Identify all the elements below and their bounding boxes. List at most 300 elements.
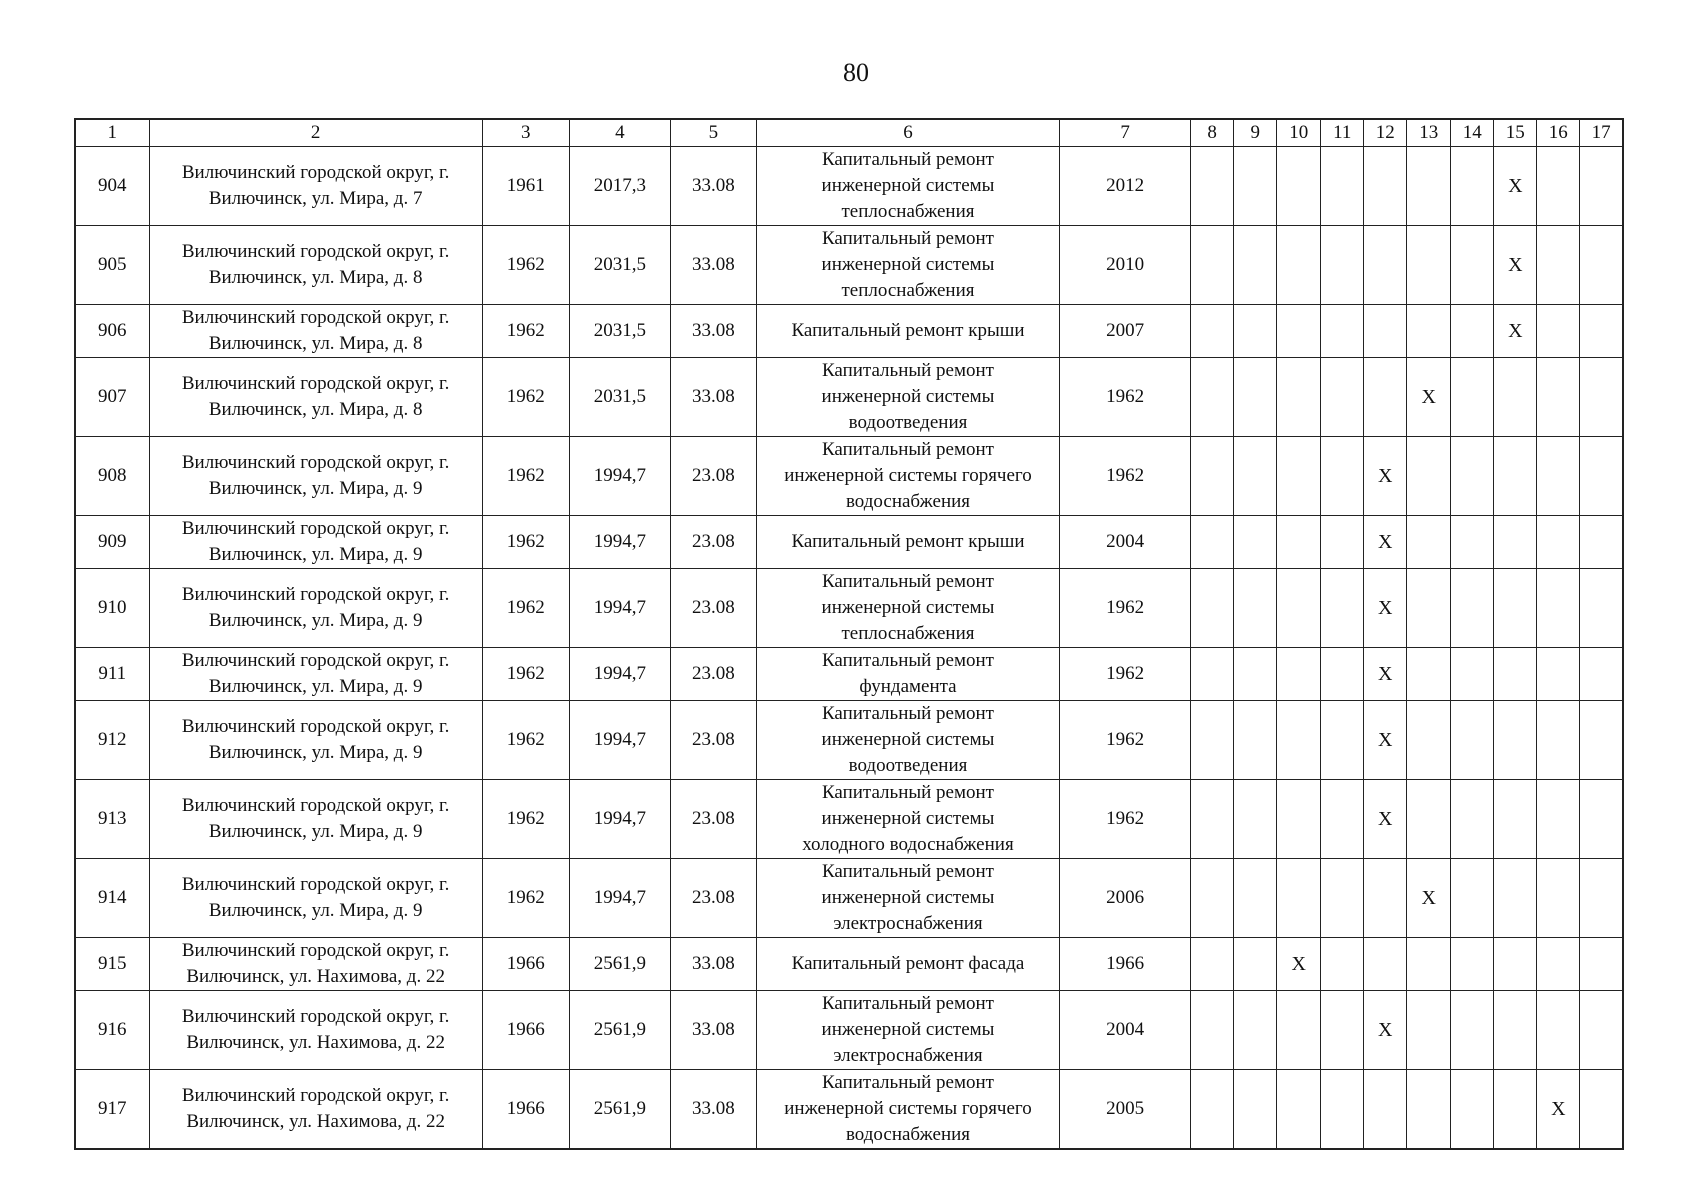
mark-cell-col-9 bbox=[1234, 701, 1277, 780]
work-type-line: Капитальный ремонт bbox=[821, 861, 994, 882]
column-header: 12 bbox=[1364, 119, 1407, 147]
mark-cell-col-8 bbox=[1191, 516, 1234, 569]
column-header: 13 bbox=[1407, 119, 1451, 147]
wear-cell: 23.08 bbox=[670, 780, 756, 859]
column-header: 3 bbox=[482, 119, 569, 147]
mark-cell-col-10 bbox=[1277, 516, 1321, 569]
mark-cell-col-17 bbox=[1580, 437, 1623, 516]
year-built-cell: 1962 bbox=[482, 358, 569, 437]
year-built-cell: 1962 bbox=[482, 780, 569, 859]
mark-cell-col-17 bbox=[1580, 1070, 1623, 1150]
table-row bbox=[75, 516, 1623, 569]
mark-cell-col-17 bbox=[1580, 780, 1623, 859]
mark-cell-col-13 bbox=[1407, 437, 1451, 516]
mark-cell-col-15 bbox=[1494, 648, 1537, 701]
column-header: 8 bbox=[1191, 119, 1234, 147]
mark-cell-col-15 bbox=[1494, 569, 1537, 648]
work-type-cell bbox=[756, 701, 1059, 780]
mark-cell-col-14 bbox=[1451, 226, 1494, 305]
mark-cell-col-13 bbox=[1407, 780, 1451, 859]
mark-cell-col-8 bbox=[1191, 991, 1234, 1070]
table-row bbox=[75, 226, 1623, 305]
mark-cell-col-14 bbox=[1451, 147, 1494, 226]
table-row bbox=[75, 358, 1623, 437]
work-type-line: Капитальный ремонт bbox=[821, 571, 994, 592]
address-line: Вилючинский городской округ, г. bbox=[181, 1085, 450, 1106]
mark-cell-col-15 bbox=[1494, 1070, 1537, 1150]
work-type-line: электроснабжения bbox=[833, 913, 983, 934]
row-number-cell: 917 bbox=[75, 1070, 149, 1150]
mark-cell-col-9 bbox=[1234, 859, 1277, 938]
work-type-line: водоотведения bbox=[848, 755, 968, 776]
mark-cell-col-16 bbox=[1537, 701, 1580, 780]
address-cell bbox=[149, 859, 482, 938]
wear-cell: 23.08 bbox=[670, 569, 756, 648]
work-type-cell bbox=[756, 437, 1059, 516]
mark-cell-col-12: X bbox=[1364, 516, 1407, 569]
address-cell bbox=[149, 147, 482, 226]
work-type-line: Капитальный ремонт фасада bbox=[791, 953, 1025, 974]
year-built-cell: 1962 bbox=[482, 516, 569, 569]
mark-cell-col-9 bbox=[1234, 648, 1277, 701]
column-header: 15 bbox=[1494, 119, 1537, 147]
column-header: 14 bbox=[1451, 119, 1494, 147]
mark-cell-col-11 bbox=[1321, 147, 1364, 226]
year-built-cell: 1962 bbox=[482, 648, 569, 701]
mark-cell-col-16 bbox=[1537, 569, 1580, 648]
area-cell: 1994,7 bbox=[569, 437, 670, 516]
table-row bbox=[75, 147, 1623, 226]
row-number-cell: 915 bbox=[75, 938, 149, 991]
area-cell: 2561,9 bbox=[569, 991, 670, 1070]
last-repair-year-cell: 1962 bbox=[1060, 648, 1191, 701]
mark-cell-col-14 bbox=[1451, 780, 1494, 859]
mark-cell-col-9 bbox=[1234, 358, 1277, 437]
mark-cell-col-8 bbox=[1191, 648, 1234, 701]
address-line: Вилючинск, ул. Мира, д. 9 bbox=[208, 900, 423, 921]
mark-cell-col-10: X bbox=[1277, 938, 1321, 991]
work-type-cell bbox=[756, 859, 1059, 938]
mark-cell-col-14 bbox=[1451, 859, 1494, 938]
mark-cell-col-12 bbox=[1364, 147, 1407, 226]
mark-cell-col-11 bbox=[1321, 701, 1364, 780]
work-type-line: водоснабжения bbox=[845, 1124, 971, 1145]
work-type-line: инженерной системы горячего bbox=[784, 465, 1032, 486]
mark-cell-col-16 bbox=[1537, 358, 1580, 437]
year-built-cell: 1962 bbox=[482, 859, 569, 938]
mark-cell-col-9 bbox=[1234, 780, 1277, 859]
work-type-cell bbox=[756, 147, 1059, 226]
mark-cell-col-9 bbox=[1234, 147, 1277, 226]
mark-cell-col-10 bbox=[1277, 701, 1321, 780]
column-header: 2 bbox=[149, 119, 482, 147]
mark-cell-col-8 bbox=[1191, 305, 1234, 358]
row-number-cell: 916 bbox=[75, 991, 149, 1070]
work-type-cell bbox=[756, 648, 1059, 701]
table-body bbox=[75, 147, 1623, 1150]
mark-cell-col-9 bbox=[1234, 991, 1277, 1070]
work-type-cell bbox=[756, 938, 1059, 991]
work-type-line: Капитальный ремонт bbox=[821, 993, 994, 1014]
mark-cell-col-11 bbox=[1321, 780, 1364, 859]
row-number-cell: 911 bbox=[75, 648, 149, 701]
table-row bbox=[75, 938, 1623, 991]
work-type-line: фундамента bbox=[859, 676, 957, 697]
work-type-line: инженерной системы bbox=[821, 175, 995, 196]
work-type-line: Капитальный ремонт bbox=[821, 782, 994, 803]
last-repair-year-cell: 1962 bbox=[1060, 358, 1191, 437]
area-cell: 2017,3 bbox=[569, 147, 670, 226]
address-cell bbox=[149, 938, 482, 991]
mark-cell-col-11 bbox=[1321, 437, 1364, 516]
mark-cell-col-10 bbox=[1277, 226, 1321, 305]
last-repair-year-cell: 1966 bbox=[1060, 938, 1191, 991]
address-line: Вилючинск, ул. Мира, д. 8 bbox=[208, 267, 423, 288]
mark-cell-col-12: X bbox=[1364, 569, 1407, 648]
work-type-line: Капитальный ремонт bbox=[821, 360, 994, 381]
work-type-cell bbox=[756, 516, 1059, 569]
mark-cell-col-9 bbox=[1234, 569, 1277, 648]
work-type-line: инженерной системы bbox=[821, 887, 995, 908]
mark-cell-col-15 bbox=[1494, 938, 1537, 991]
address-line: Вилючинский городской округ, г. bbox=[181, 716, 450, 737]
mark-cell-col-11 bbox=[1321, 991, 1364, 1070]
mark-cell-col-15: X bbox=[1494, 147, 1537, 226]
mark-cell-col-15 bbox=[1494, 701, 1537, 780]
mark-cell-col-14 bbox=[1451, 938, 1494, 991]
area-cell: 2031,5 bbox=[569, 226, 670, 305]
mark-cell-col-16 bbox=[1537, 648, 1580, 701]
last-repair-year-cell: 1962 bbox=[1060, 780, 1191, 859]
work-type-line: инженерной системы bbox=[821, 386, 995, 407]
mark-cell-col-10 bbox=[1277, 569, 1321, 648]
address-cell bbox=[149, 648, 482, 701]
mark-cell-col-14 bbox=[1451, 648, 1494, 701]
last-repair-year-cell: 2004 bbox=[1060, 516, 1191, 569]
mark-cell-col-8 bbox=[1191, 358, 1234, 437]
area-cell: 1994,7 bbox=[569, 701, 670, 780]
work-type-cell bbox=[756, 226, 1059, 305]
mark-cell-col-9 bbox=[1234, 516, 1277, 569]
mark-cell-col-17 bbox=[1580, 358, 1623, 437]
mark-cell-col-15: X bbox=[1494, 226, 1537, 305]
address-line: Вилючинск, ул. Нахимова, д. 22 bbox=[186, 1111, 445, 1132]
address-cell bbox=[149, 569, 482, 648]
table-row bbox=[75, 305, 1623, 358]
address-cell bbox=[149, 305, 482, 358]
last-repair-year-cell: 2005 bbox=[1060, 1070, 1191, 1150]
table-row bbox=[75, 859, 1623, 938]
column-number-row bbox=[75, 119, 1623, 147]
last-repair-year-cell: 1962 bbox=[1060, 437, 1191, 516]
mark-cell-col-17 bbox=[1580, 305, 1623, 358]
work-type-line: электроснабжения bbox=[833, 1045, 983, 1066]
mark-cell-col-16 bbox=[1537, 780, 1580, 859]
work-type-line: водоотведения bbox=[848, 412, 968, 433]
mark-cell-col-14 bbox=[1451, 1070, 1494, 1150]
row-number-cell: 906 bbox=[75, 305, 149, 358]
mark-cell-col-13 bbox=[1407, 516, 1451, 569]
address-cell bbox=[149, 991, 482, 1070]
mark-cell-col-15 bbox=[1494, 516, 1537, 569]
wear-cell: 33.08 bbox=[670, 147, 756, 226]
mark-cell-col-13 bbox=[1407, 226, 1451, 305]
mark-cell-col-12: X bbox=[1364, 991, 1407, 1070]
mark-cell-col-17 bbox=[1580, 648, 1623, 701]
address-line: Вилючинский городской округ, г. bbox=[181, 940, 450, 961]
area-cell: 2031,5 bbox=[569, 358, 670, 437]
mark-cell-col-11 bbox=[1321, 516, 1364, 569]
mark-cell-col-11 bbox=[1321, 569, 1364, 648]
address-line: Вилючинский городской округ, г. bbox=[181, 241, 450, 262]
mark-cell-col-13 bbox=[1407, 305, 1451, 358]
mark-cell-col-8 bbox=[1191, 147, 1234, 226]
work-type-line: инженерной системы bbox=[821, 597, 995, 618]
work-type-cell bbox=[756, 780, 1059, 859]
address-cell bbox=[149, 516, 482, 569]
mark-cell-col-13: X bbox=[1407, 859, 1451, 938]
address-line: Вилючинский городской округ, г. bbox=[181, 373, 450, 394]
wear-cell: 23.08 bbox=[670, 516, 756, 569]
work-type-cell bbox=[756, 358, 1059, 437]
last-repair-year-cell: 1962 bbox=[1060, 569, 1191, 648]
column-header: 4 bbox=[569, 119, 670, 147]
address-line: Вилючинский городской округ, г. bbox=[181, 518, 450, 539]
mark-cell-col-17 bbox=[1580, 226, 1623, 305]
mark-cell-col-14 bbox=[1451, 991, 1494, 1070]
mark-cell-col-10 bbox=[1277, 648, 1321, 701]
mark-cell-col-13 bbox=[1407, 701, 1451, 780]
mark-cell-col-13 bbox=[1407, 991, 1451, 1070]
mark-cell-col-13 bbox=[1407, 569, 1451, 648]
wear-cell: 23.08 bbox=[670, 648, 756, 701]
mark-cell-col-13 bbox=[1407, 147, 1451, 226]
last-repair-year-cell: 1962 bbox=[1060, 701, 1191, 780]
address-line: Вилючинск, ул. Мира, д. 9 bbox=[208, 742, 423, 763]
mark-cell-col-9 bbox=[1234, 938, 1277, 991]
area-cell: 1994,7 bbox=[569, 859, 670, 938]
mark-cell-col-10 bbox=[1277, 147, 1321, 226]
mark-cell-col-15 bbox=[1494, 859, 1537, 938]
work-type-line: инженерной системы bbox=[821, 1019, 995, 1040]
year-built-cell: 1966 bbox=[482, 1070, 569, 1150]
work-type-cell bbox=[756, 569, 1059, 648]
mark-cell-col-14 bbox=[1451, 569, 1494, 648]
work-type-line: инженерной системы bbox=[821, 729, 995, 750]
mark-cell-col-10 bbox=[1277, 780, 1321, 859]
mark-cell-col-12 bbox=[1364, 305, 1407, 358]
table-row bbox=[75, 701, 1623, 780]
mark-cell-col-13: X bbox=[1407, 358, 1451, 437]
row-number-cell: 908 bbox=[75, 437, 149, 516]
column-header: 6 bbox=[756, 119, 1059, 147]
year-built-cell: 1966 bbox=[482, 991, 569, 1070]
year-built-cell: 1962 bbox=[482, 569, 569, 648]
wear-cell: 33.08 bbox=[670, 305, 756, 358]
column-header: 9 bbox=[1234, 119, 1277, 147]
mark-cell-col-15: X bbox=[1494, 305, 1537, 358]
address-line: Вилючинск, ул. Нахимова, д. 22 bbox=[186, 966, 445, 987]
mark-cell-col-15 bbox=[1494, 437, 1537, 516]
wear-cell: 23.08 bbox=[670, 437, 756, 516]
mark-cell-col-12 bbox=[1364, 1070, 1407, 1150]
work-type-line: теплоснабжения bbox=[841, 623, 975, 644]
address-line: Вилючинск, ул. Мира, д. 7 bbox=[208, 188, 423, 209]
address-line: Вилючинск, ул. Мира, д. 9 bbox=[208, 610, 423, 631]
address-cell bbox=[149, 226, 482, 305]
mark-cell-col-8 bbox=[1191, 569, 1234, 648]
mark-cell-col-8 bbox=[1191, 938, 1234, 991]
mark-cell-col-12: X bbox=[1364, 780, 1407, 859]
address-line: Вилючинский городской округ, г. bbox=[181, 650, 450, 671]
work-type-line: Капитальный ремонт bbox=[821, 1072, 994, 1093]
area-cell: 1994,7 bbox=[569, 780, 670, 859]
mark-cell-col-10 bbox=[1277, 358, 1321, 437]
row-number-cell: 909 bbox=[75, 516, 149, 569]
address-cell bbox=[149, 780, 482, 859]
mark-cell-col-10 bbox=[1277, 437, 1321, 516]
mark-cell-col-8 bbox=[1191, 701, 1234, 780]
mark-cell-col-12 bbox=[1364, 938, 1407, 991]
address-line: Вилючинск, ул. Мира, д. 9 bbox=[208, 821, 423, 842]
row-number-cell: 912 bbox=[75, 701, 149, 780]
mark-cell-col-9 bbox=[1234, 226, 1277, 305]
mark-cell-col-15 bbox=[1494, 780, 1537, 859]
mark-cell-col-16: X bbox=[1537, 1070, 1580, 1150]
mark-cell-col-10 bbox=[1277, 1070, 1321, 1150]
address-line: Вилючинск, ул. Мира, д. 8 bbox=[208, 399, 423, 420]
mark-cell-col-16 bbox=[1537, 437, 1580, 516]
row-number-cell: 914 bbox=[75, 859, 149, 938]
mark-cell-col-14 bbox=[1451, 305, 1494, 358]
address-line: Вилючинск, ул. Мира, д. 9 bbox=[208, 544, 423, 565]
mark-cell-col-12 bbox=[1364, 859, 1407, 938]
last-repair-year-cell: 2006 bbox=[1060, 859, 1191, 938]
mark-cell-col-12 bbox=[1364, 226, 1407, 305]
area-cell: 1994,7 bbox=[569, 648, 670, 701]
mark-cell-col-14 bbox=[1451, 437, 1494, 516]
table-row bbox=[75, 569, 1623, 648]
mark-cell-col-13 bbox=[1407, 1070, 1451, 1150]
mark-cell-col-11 bbox=[1321, 938, 1364, 991]
mark-cell-col-10 bbox=[1277, 859, 1321, 938]
wear-cell: 23.08 bbox=[670, 859, 756, 938]
year-built-cell: 1962 bbox=[482, 437, 569, 516]
mark-cell-col-11 bbox=[1321, 648, 1364, 701]
work-type-line: Капитальный ремонт крыши bbox=[791, 531, 1025, 552]
wear-cell: 33.08 bbox=[670, 938, 756, 991]
mark-cell-col-17 bbox=[1580, 516, 1623, 569]
wear-cell: 23.08 bbox=[670, 701, 756, 780]
wear-cell: 33.08 bbox=[670, 358, 756, 437]
mark-cell-col-14 bbox=[1451, 516, 1494, 569]
page-number: 80 bbox=[843, 58, 869, 87]
address-line: Вилючинск, ул. Мира, д. 9 bbox=[208, 478, 423, 499]
mark-cell-col-15 bbox=[1494, 358, 1537, 437]
table-row bbox=[75, 991, 1623, 1070]
repair-register-table bbox=[74, 118, 1624, 1150]
address-line: Вилючинский городской округ, г. bbox=[181, 1006, 450, 1027]
mark-cell-col-11 bbox=[1321, 859, 1364, 938]
year-built-cell: 1961 bbox=[482, 147, 569, 226]
last-repair-year-cell: 2012 bbox=[1060, 147, 1191, 226]
work-type-line: Капитальный ремонт крыши bbox=[791, 320, 1025, 341]
address-line: Вилючинский городской округ, г. bbox=[181, 584, 450, 605]
mark-cell-col-8 bbox=[1191, 437, 1234, 516]
work-type-line: теплоснабжения bbox=[841, 280, 975, 301]
work-type-line: инженерной системы bbox=[821, 808, 995, 829]
mark-cell-col-13 bbox=[1407, 938, 1451, 991]
mark-cell-col-15 bbox=[1494, 991, 1537, 1070]
column-header: 5 bbox=[670, 119, 756, 147]
mark-cell-col-11 bbox=[1321, 226, 1364, 305]
mark-cell-col-16 bbox=[1537, 938, 1580, 991]
column-header: 17 bbox=[1580, 119, 1623, 147]
address-line: Вилючинский городской округ, г. bbox=[181, 307, 450, 328]
mark-cell-col-17 bbox=[1580, 938, 1623, 991]
mark-cell-col-9 bbox=[1234, 305, 1277, 358]
year-built-cell: 1962 bbox=[482, 305, 569, 358]
row-number-cell: 910 bbox=[75, 569, 149, 648]
row-number-cell: 905 bbox=[75, 226, 149, 305]
work-type-line: инженерной системы горячего bbox=[784, 1098, 1032, 1119]
last-repair-year-cell: 2007 bbox=[1060, 305, 1191, 358]
mark-cell-col-17 bbox=[1580, 569, 1623, 648]
mark-cell-col-16 bbox=[1537, 991, 1580, 1070]
last-repair-year-cell: 2004 bbox=[1060, 991, 1191, 1070]
mark-cell-col-8 bbox=[1191, 859, 1234, 938]
work-type-cell bbox=[756, 1070, 1059, 1150]
mark-cell-col-12: X bbox=[1364, 437, 1407, 516]
area-cell: 2561,9 bbox=[569, 1070, 670, 1150]
work-type-cell bbox=[756, 991, 1059, 1070]
mark-cell-col-17 bbox=[1580, 147, 1623, 226]
mark-cell-col-17 bbox=[1580, 701, 1623, 780]
mark-cell-col-16 bbox=[1537, 226, 1580, 305]
area-cell: 2031,5 bbox=[569, 305, 670, 358]
last-repair-year-cell: 2010 bbox=[1060, 226, 1191, 305]
row-number-cell: 904 bbox=[75, 147, 149, 226]
wear-cell: 33.08 bbox=[670, 226, 756, 305]
mark-cell-col-8 bbox=[1191, 226, 1234, 305]
column-header: 11 bbox=[1321, 119, 1364, 147]
column-header: 1 bbox=[75, 119, 149, 147]
area-cell: 1994,7 bbox=[569, 516, 670, 569]
address-line: Вилючинск, ул. Мира, д. 8 bbox=[208, 333, 423, 354]
table-row bbox=[75, 780, 1623, 859]
year-built-cell: 1966 bbox=[482, 938, 569, 991]
work-type-line: инженерной системы bbox=[821, 254, 995, 275]
table-row bbox=[75, 1070, 1623, 1150]
address-cell bbox=[149, 1070, 482, 1150]
mark-cell-col-17 bbox=[1580, 859, 1623, 938]
address-line: Вилючинск, ул. Нахимова, д. 22 bbox=[186, 1032, 445, 1053]
mark-cell-col-17 bbox=[1580, 991, 1623, 1070]
column-header: 16 bbox=[1537, 119, 1580, 147]
mark-cell-col-12: X bbox=[1364, 701, 1407, 780]
address-line: Вилючинский городской округ, г. bbox=[181, 162, 450, 183]
mark-cell-col-10 bbox=[1277, 305, 1321, 358]
row-number-cell: 907 bbox=[75, 358, 149, 437]
mark-cell-col-12 bbox=[1364, 358, 1407, 437]
work-type-line: теплоснабжения bbox=[841, 201, 975, 222]
mark-cell-col-9 bbox=[1234, 1070, 1277, 1150]
address-cell bbox=[149, 701, 482, 780]
mark-cell-col-16 bbox=[1537, 147, 1580, 226]
row-number-cell: 913 bbox=[75, 780, 149, 859]
wear-cell: 33.08 bbox=[670, 991, 756, 1070]
area-cell: 1994,7 bbox=[569, 569, 670, 648]
